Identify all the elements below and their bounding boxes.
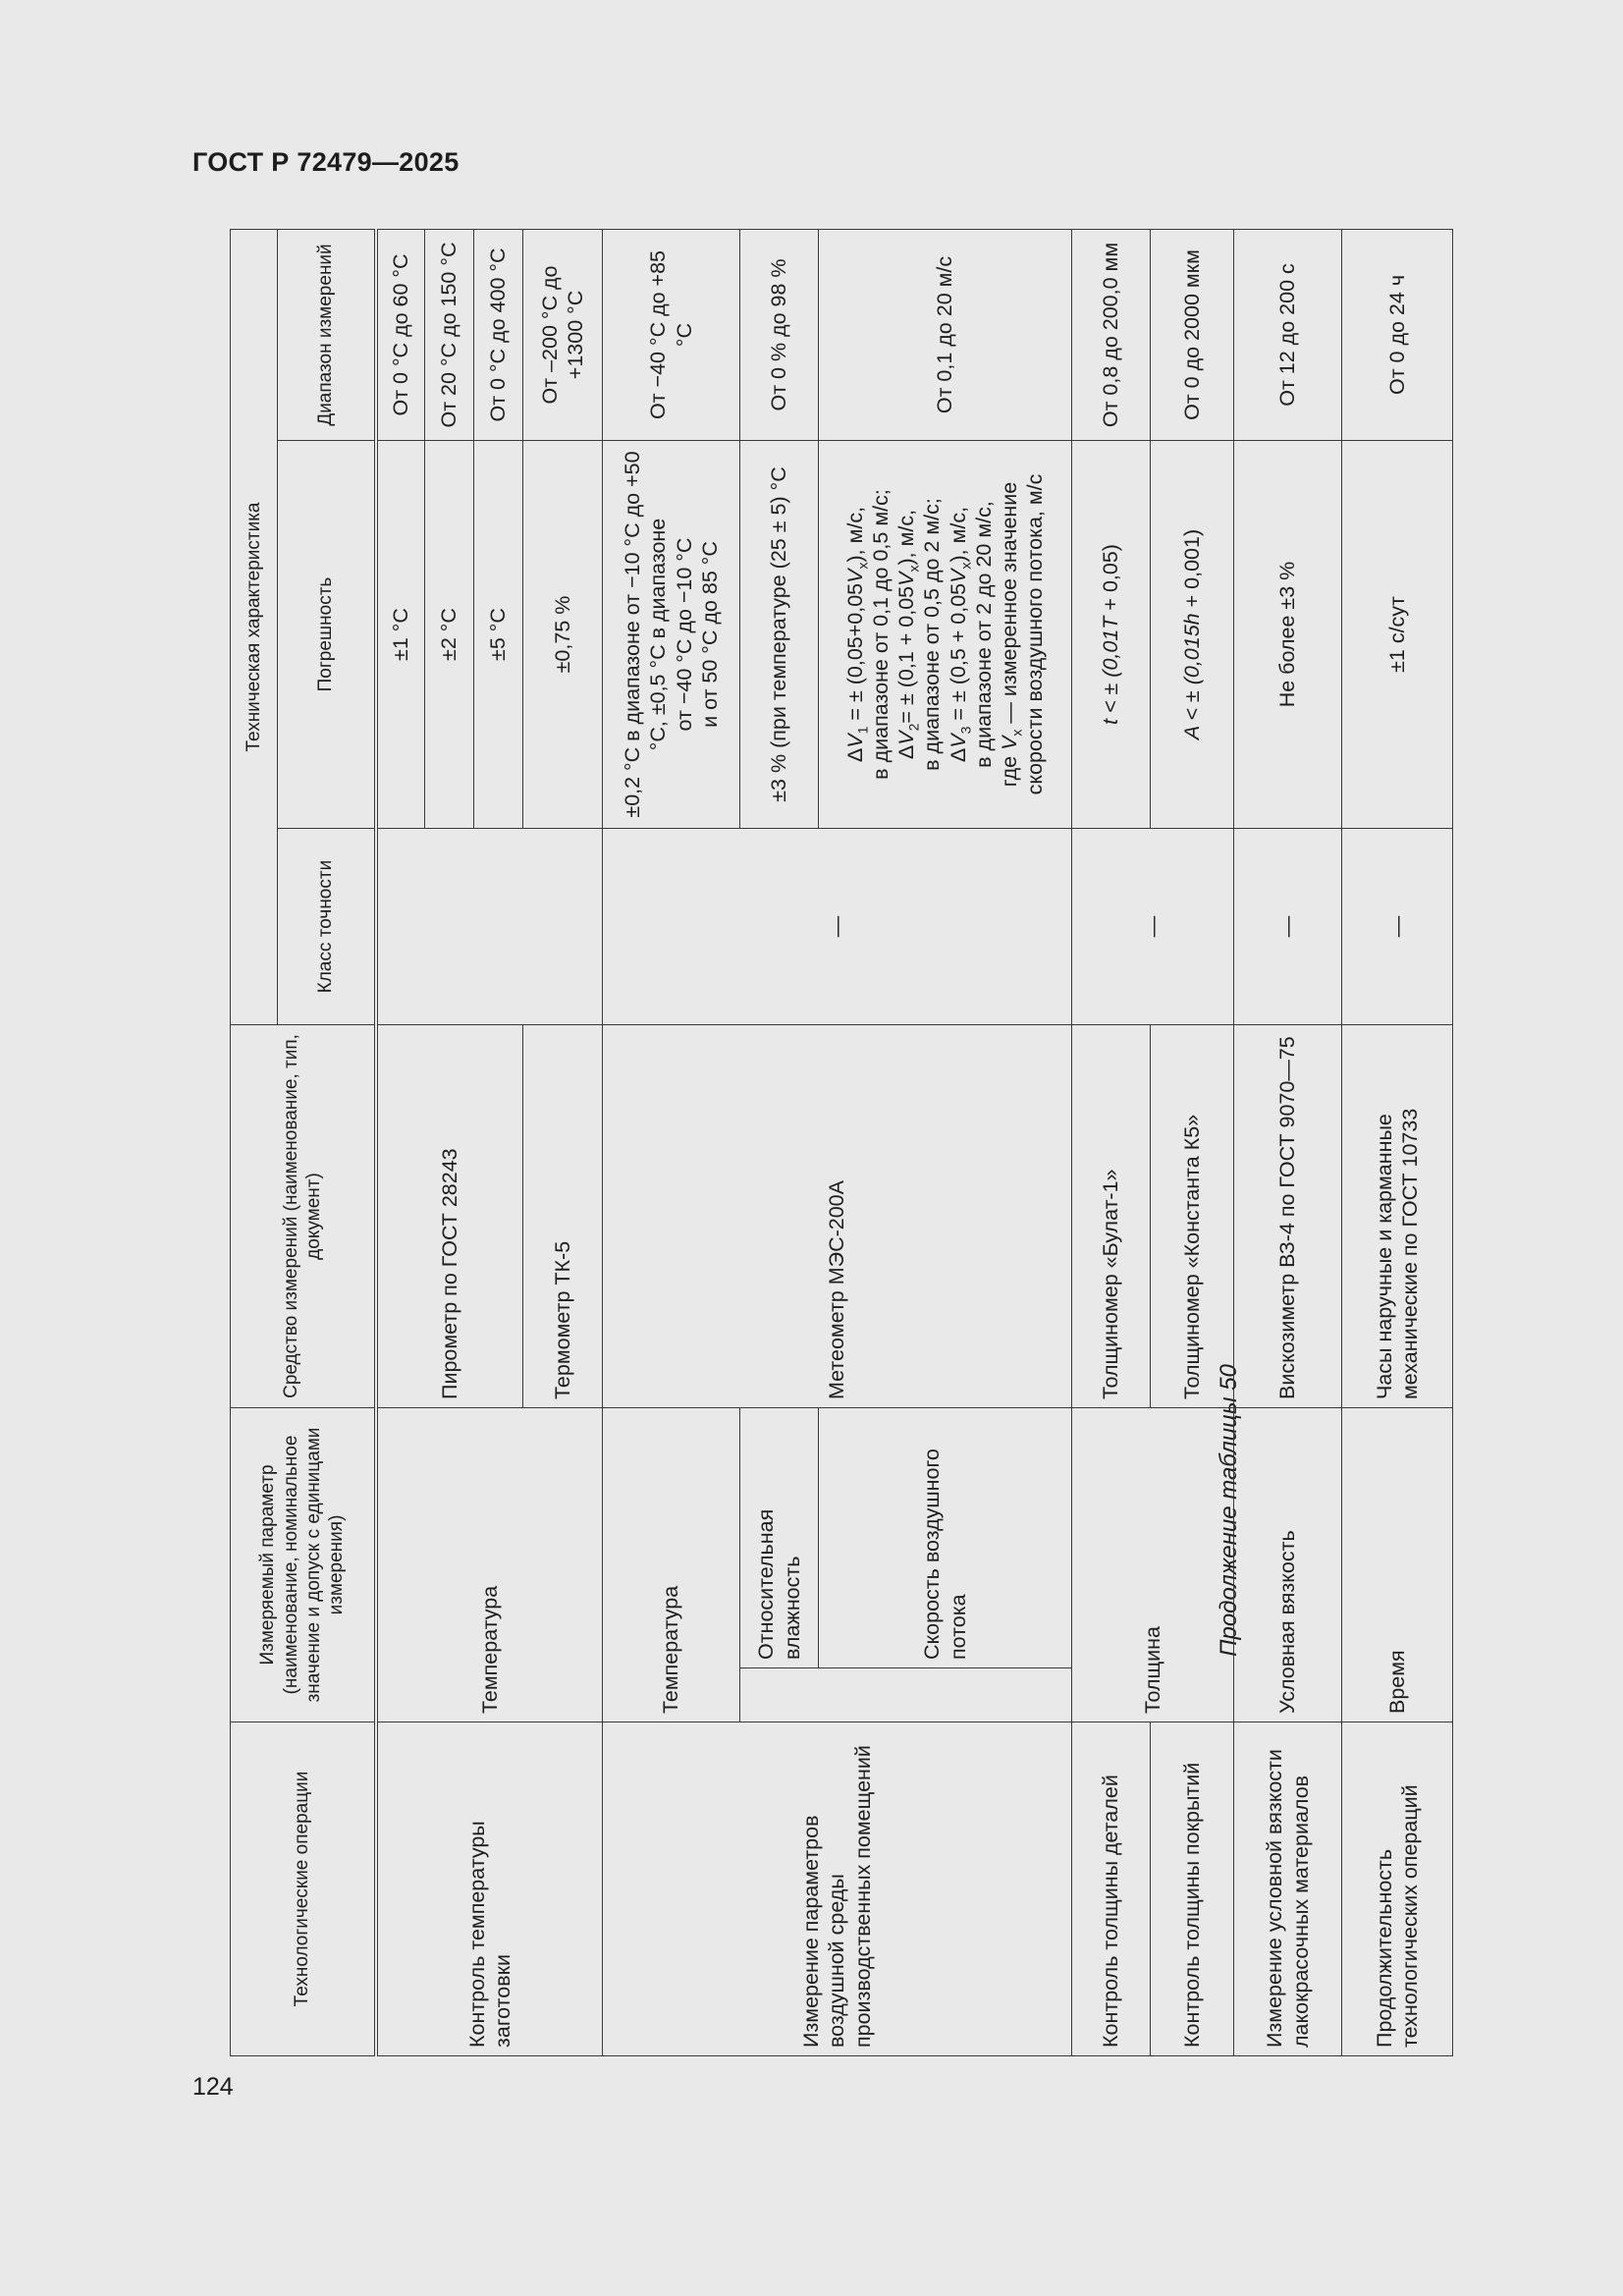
cell-error: ±5 °С [474,441,523,829]
cell-range: От 20 °С до 150 °С [425,229,474,440]
cell-error: Не более ±3 % [1234,441,1342,829]
cell-range: От 12 до 200 с [1234,229,1342,440]
cell-accuracy-class: — [1072,829,1234,1025]
cell-operation: Контроль толщины покрытий [1151,1722,1234,2056]
measurement-table [230,229,1453,2056]
cell-range: От 0 % до 98 % [740,229,819,440]
table-row [1072,229,1151,2055]
cell-range: От 0 °С до 60 °С [376,229,425,440]
cell-parameter: Толщина [1072,1408,1234,1722]
cell-range: От 0,1 до 20 м/с [819,229,1072,440]
cell-instrument: Термометр ТК-5 [523,1025,603,1408]
cell-range: От 0 °С до 400 °С [474,229,523,440]
cell-error-formula: $\Delta V_1$ = ± $(0,05+0,05V_x)$, м/с, в диапазоне от 0,1 до 0,5 м/с; $\Delta V_2= \pm (0,1 + 0,05V_x)$, м/с, в диапазоне от 0,5 до 2 м/с; $\Delta V_3$ = ± $(0,5 + 0,05V_x)$, м/с, в диапазоне от 2 до 20 м/с, где $V_x$ — измеренное значение скорости воздушного потока, м/с [819,441,1072,829]
header-accuracy-class: Класс точности [278,829,376,1025]
header-error: Погрешность [278,441,376,829]
cell-range: От −40 °С до +85 °С [603,229,740,440]
table-row [603,229,740,2055]
cell-error: ±2 °С [425,441,474,829]
table-continuation-caption: Продолжение таблицы 50 [1216,1364,1242,1657]
header-operation: Технологические операции [231,1722,376,2056]
cell-parameter: Относительная влажность [740,1408,819,1668]
cell-operation: Измерение параметров воздушной среды производственных помещений [603,1722,1072,2056]
doc-title: ГОСТ Р 72479—2025 [192,147,460,177]
header-parameter: Измеряемый параметр (наименование, номинальное значение и допуск с единицами измерения) [231,1408,376,1722]
cell-parameter: Скорость воздушного потока [819,1408,1072,1668]
cell-instrument: Вискозиметр ВЗ-4 по ГОСТ 9070—75 [1234,1025,1342,1408]
cell-error: A < ± (0,015h + 0,001) [1151,441,1234,829]
cell-parameter: Температура [376,1408,603,1722]
rotated-table-container [230,230,1452,2056]
cell-parameter: Условная вязкость [1234,1408,1342,1722]
cell-accuracy-class: — [603,829,1072,1025]
cell-instrument: Пирометр по ГОСТ 28243 [376,1025,523,1408]
cell-accuracy-class: — [1234,829,1342,1025]
cell-accuracy-class [376,829,603,1025]
cell-parameter: Время [1342,1408,1453,1722]
cell-range: От 0 до 24 ч [1342,229,1453,440]
header-tech-group: Техническая характеристика [231,229,278,1024]
cell-accuracy-class: — [1342,829,1453,1025]
cell-operation: Измерение условной вязкости лакокрасочных материалов [1234,1722,1342,2056]
cell-parameter: Температура [603,1408,740,1722]
cell-blank [740,1668,1072,1722]
cell-error: ±1 °С [376,441,425,829]
table-row [1151,229,1234,2055]
table-row [1234,229,1342,2055]
cell-error: ±0,75 % [523,441,603,829]
cell-operation: Продолжительность технологических операций [1342,1722,1453,2056]
cell-operation: Контроль температуры заготовки [376,1722,603,2056]
header-row-1 [231,229,278,2055]
cell-instrument: Толщиномер «Булат-1» [1072,1025,1151,1408]
table-row [376,229,425,2055]
cell-instrument: Метеометр МЭС-200А [603,1025,1072,1408]
cell-error: ±1 с/сут [1342,441,1453,829]
cell-range: От 0,8 до 200,0 мм [1072,229,1151,440]
cell-operation: Контроль толщины деталей [1072,1722,1151,2056]
cell-range: От 0 до 2000 мкм [1151,229,1234,440]
cell-error: ±3 % (при температуре (25 ± 5) °С [740,441,819,829]
header-range: Диапазон измерений [278,229,376,440]
page-number: 124 [192,2073,234,2101]
cell-instrument: Толщиномер «Константа К5» [1151,1025,1234,1408]
table-row [1342,229,1453,2055]
cell-range: От –200 °С до +1300 °С [523,229,603,440]
cell-error: t < ± (0,01T + 0,05) [1072,441,1151,829]
header-instrument: Средство измерений (наименование, тип, документ) [231,1025,376,1408]
cell-instrument: Часы наручные и карманные механические по ГОСТ 10733 [1342,1025,1453,1408]
cell-error: ±0,2 °С в диапазоне от −10 °С до +50 °С, ±0,5 °С в диапазоне от −40 °С до −10 °С и от 50 °С до 85 °С [603,441,740,829]
